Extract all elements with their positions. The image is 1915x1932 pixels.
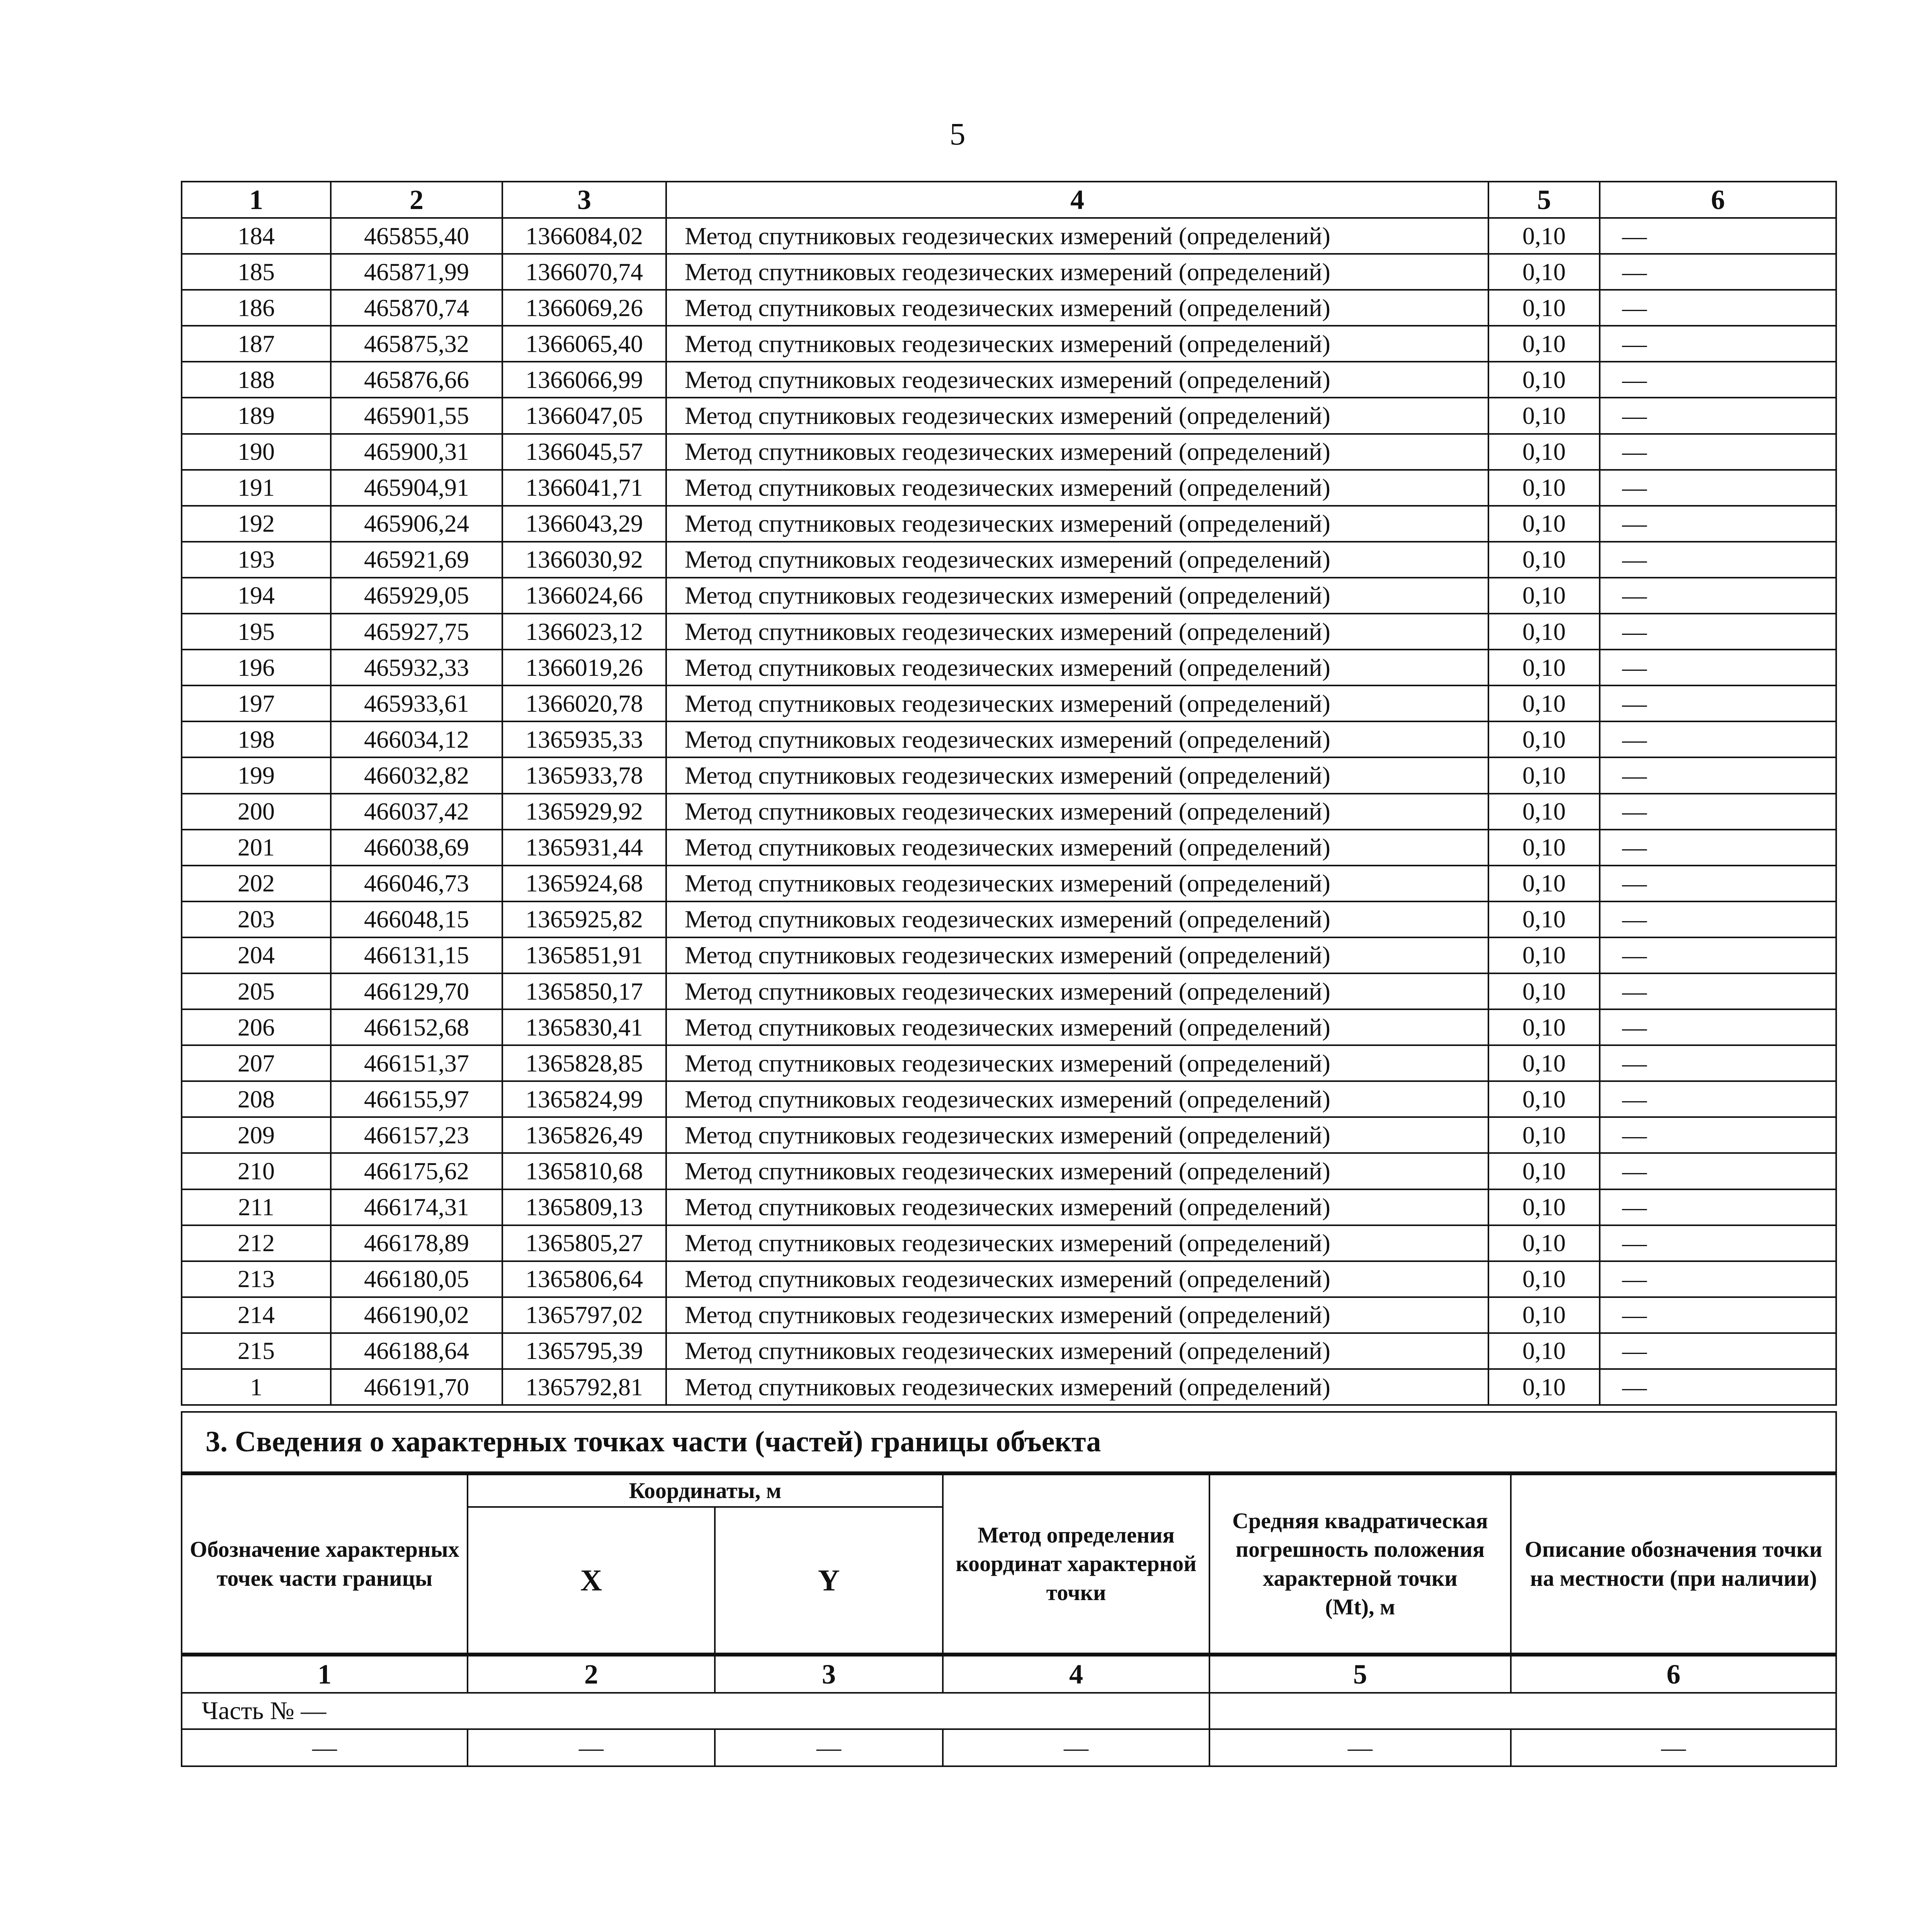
coord-y-cell: 1365806,64 (502, 1261, 666, 1297)
coord-y-cell: 1365830,41 (502, 1009, 666, 1045)
table-row (182, 1297, 1836, 1333)
coord-y-cell: 1366023,12 (502, 614, 666, 650)
coord-x-cell: 465870,74 (331, 290, 502, 326)
point-id-cell: 215 (182, 1333, 331, 1369)
description-cell: — (1600, 506, 1836, 542)
method-cell: Метод спутниковых геодезических измерений (определений) (666, 470, 1488, 506)
point-id-cell: 184 (182, 218, 331, 254)
method-cell: Метод спутниковых геодезических измерений (определений) (666, 830, 1488, 866)
section3-col-number: 4 (943, 1655, 1209, 1693)
section3-col-number: 6 (1511, 1655, 1836, 1693)
description-cell: — (1600, 1189, 1836, 1225)
section3-col-number: 1 (182, 1655, 468, 1693)
method-cell: Метод спутниковых геодезических измерений (определений) (666, 506, 1488, 542)
coord-x-cell: 465921,69 (331, 542, 502, 578)
coord-x-cell: 466191,70 (331, 1369, 502, 1405)
accuracy-cell: 0,10 (1488, 937, 1600, 973)
table-row (182, 506, 1836, 542)
description-cell: — (1600, 721, 1836, 757)
point-id-cell: 199 (182, 757, 331, 793)
point-id-cell: 214 (182, 1297, 331, 1333)
description-cell: — (1600, 1117, 1836, 1153)
coord-y-cell: 1365924,68 (502, 866, 666, 901)
description-cell: — (1600, 326, 1836, 362)
description-cell: — (1600, 614, 1836, 650)
page-number: 5 (949, 116, 966, 151)
point-id-cell: 211 (182, 1189, 331, 1225)
table-row (182, 614, 1836, 650)
coord-x-cell: 465875,32 (331, 326, 502, 362)
method-cell: Метод спутниковых геодезических измерений (определений) (666, 254, 1488, 290)
description-cell: — (1600, 398, 1836, 434)
point-id-cell: 205 (182, 973, 331, 1009)
coord-y-cell: 1366065,40 (502, 326, 666, 362)
header-error-symbol: (Mt), м (1325, 1594, 1395, 1619)
accuracy-cell: 0,10 (1488, 830, 1600, 866)
table-row (182, 1045, 1836, 1081)
description-cell: — (1600, 1009, 1836, 1045)
table-row (182, 1009, 1836, 1045)
dash-cell: — (182, 1729, 468, 1766)
point-id-cell: 206 (182, 1009, 331, 1045)
description-cell: — (1600, 218, 1836, 254)
method-cell: Метод спутниковых геодезических измерений (определений) (666, 434, 1488, 470)
table-row (182, 973, 1836, 1009)
point-id-cell: 207 (182, 1045, 331, 1081)
accuracy-cell: 0,10 (1488, 290, 1600, 326)
coord-x-cell: 465932,33 (331, 650, 502, 685)
header-designation: Обозначение характерных точек части границы (182, 1473, 468, 1655)
table-row (182, 578, 1836, 614)
header-y: Y (715, 1507, 943, 1655)
description-cell: — (1600, 1333, 1836, 1369)
part-label: Часть № — (182, 1693, 1209, 1729)
description-cell: — (1600, 757, 1836, 793)
accuracy-cell: 0,10 (1488, 398, 1600, 434)
description-cell: — (1600, 362, 1836, 398)
accuracy-cell: 0,10 (1488, 1369, 1600, 1405)
header-coordinates: Координаты, м (468, 1473, 943, 1507)
point-id-cell: 212 (182, 1225, 331, 1261)
coordinates-table (181, 181, 1837, 1406)
table-row (182, 1333, 1836, 1369)
column-number: 4 (666, 182, 1488, 218)
coord-y-cell: 1366019,26 (502, 650, 666, 685)
table-row (182, 254, 1836, 290)
accuracy-cell: 0,10 (1488, 866, 1600, 901)
coord-y-cell: 1366024,66 (502, 578, 666, 614)
table-row (182, 1153, 1836, 1189)
coord-y-cell: 1365809,13 (502, 1189, 666, 1225)
coord-x-cell: 466046,73 (331, 866, 502, 901)
accuracy-cell: 0,10 (1488, 650, 1600, 685)
method-cell: Метод спутниковых геодезических измерений (определений) (666, 721, 1488, 757)
table-row (182, 1225, 1836, 1261)
description-cell: — (1600, 254, 1836, 290)
header-x: X (468, 1507, 715, 1655)
section3-col-number: 5 (1209, 1655, 1511, 1693)
coord-x-cell: 465901,55 (331, 398, 502, 434)
accuracy-cell: 0,10 (1488, 1153, 1600, 1189)
coord-x-cell: 466190,02 (331, 1297, 502, 1333)
description-cell: — (1600, 1261, 1836, 1297)
coord-y-cell: 1365850,17 (502, 973, 666, 1009)
method-cell: Метод спутниковых геодезических измерений (определений) (666, 1009, 1488, 1045)
coord-x-cell: 466129,70 (331, 973, 502, 1009)
description-cell: — (1600, 937, 1836, 973)
coord-y-cell: 1365826,49 (502, 1117, 666, 1153)
coord-y-cell: 1365792,81 (502, 1369, 666, 1405)
description-cell: — (1600, 1153, 1836, 1189)
description-cell: — (1600, 1369, 1836, 1405)
section3-col-number: 3 (715, 1655, 943, 1693)
dash-cell: — (715, 1729, 943, 1766)
table-row (182, 901, 1836, 937)
column-number: 1 (182, 182, 331, 218)
point-id-cell: 191 (182, 470, 331, 506)
coord-y-cell: 1365805,27 (502, 1225, 666, 1261)
column-number: 5 (1488, 182, 1600, 218)
coord-y-cell: 1366041,71 (502, 470, 666, 506)
table-row (182, 1081, 1836, 1117)
accuracy-cell: 0,10 (1488, 685, 1600, 721)
method-cell: Метод спутниковых геодезических измерений (определений) (666, 1117, 1488, 1153)
point-id-cell: 193 (182, 542, 331, 578)
section3-table (181, 1411, 1837, 1767)
point-id-cell: 200 (182, 794, 331, 830)
coord-y-cell: 1365929,92 (502, 794, 666, 830)
coord-x-cell: 465876,66 (331, 362, 502, 398)
point-id-cell: 194 (182, 578, 331, 614)
point-id-cell: 187 (182, 326, 331, 362)
point-id-cell: 210 (182, 1153, 331, 1189)
coord-x-cell: 466180,05 (331, 1261, 502, 1297)
method-cell: Метод спутниковых геодезических измерений (определений) (666, 1333, 1488, 1369)
coord-y-cell: 1365824,99 (502, 1081, 666, 1117)
header-method: Метод определения координат характерной точки (943, 1473, 1209, 1655)
accuracy-cell: 0,10 (1488, 470, 1600, 506)
accuracy-cell: 0,10 (1488, 1189, 1600, 1225)
accuracy-cell: 0,10 (1488, 1117, 1600, 1153)
header-error-text: Средняя квадратическая погрешность положения характерной точки (1232, 1508, 1488, 1591)
table-row (182, 830, 1836, 866)
coord-x-cell: 465900,31 (331, 434, 502, 470)
coord-x-cell: 466152,68 (331, 1009, 502, 1045)
method-cell: Метод спутниковых геодезических измерений (определений) (666, 1153, 1488, 1189)
method-cell: Метод спутниковых геодезических измерений (определений) (666, 578, 1488, 614)
method-cell: Метод спутниковых геодезических измерений (определений) (666, 542, 1488, 578)
table-row (182, 290, 1836, 326)
header-error (1209, 1473, 1511, 1655)
coord-x-cell: 465933,61 (331, 685, 502, 721)
table-row (182, 650, 1836, 685)
method-cell: Метод спутниковых геодезических измерений (определений) (666, 973, 1488, 1009)
method-cell: Метод спутниковых геодезических измерений (определений) (666, 1261, 1488, 1297)
coord-x-cell: 466174,31 (331, 1189, 502, 1225)
accuracy-cell: 0,10 (1488, 434, 1600, 470)
accuracy-cell: 0,10 (1488, 721, 1600, 757)
table-row (182, 794, 1836, 830)
description-cell: — (1600, 650, 1836, 685)
accuracy-cell: 0,10 (1488, 757, 1600, 793)
description-cell: — (1600, 685, 1836, 721)
point-id-cell: 196 (182, 650, 331, 685)
method-cell: Метод спутниковых геодезических измерений (определений) (666, 218, 1488, 254)
point-id-cell: 201 (182, 830, 331, 866)
method-cell: Метод спутниковых геодезических измерений (определений) (666, 398, 1488, 434)
coord-x-cell: 465855,40 (331, 218, 502, 254)
method-cell: Метод спутниковых геодезических измерений (определений) (666, 1045, 1488, 1081)
coord-y-cell: 1366047,05 (502, 398, 666, 434)
coord-x-cell: 466157,23 (331, 1117, 502, 1153)
method-cell: Метод спутниковых геодезических измерений (определений) (666, 614, 1488, 650)
description-cell: — (1600, 578, 1836, 614)
column-number: 3 (502, 182, 666, 218)
accuracy-cell: 0,10 (1488, 1261, 1600, 1297)
coord-y-cell: 1366045,57 (502, 434, 666, 470)
column-number: 2 (331, 182, 502, 218)
description-cell: — (1600, 290, 1836, 326)
coord-x-cell: 466178,89 (331, 1225, 502, 1261)
description-cell: — (1600, 973, 1836, 1009)
point-id-cell: 213 (182, 1261, 331, 1297)
section3-title: 3. Сведения о характерных точках части (частей) границы объекта (182, 1412, 1836, 1473)
point-id-cell: 209 (182, 1117, 331, 1153)
coord-x-cell: 466048,15 (331, 901, 502, 937)
coord-y-cell: 1365851,91 (502, 937, 666, 973)
coord-y-cell: 1365797,02 (502, 1297, 666, 1333)
table-row (182, 866, 1836, 901)
table-row (182, 362, 1836, 398)
description-cell: — (1600, 542, 1836, 578)
dash-cell: — (943, 1729, 1209, 1766)
point-id-cell: 208 (182, 1081, 331, 1117)
point-id-cell: 203 (182, 901, 331, 937)
point-id-cell: 186 (182, 290, 331, 326)
table-row (182, 685, 1836, 721)
coord-x-cell: 466038,69 (331, 830, 502, 866)
coord-x-cell: 465929,05 (331, 578, 502, 614)
point-id-cell: 197 (182, 685, 331, 721)
table-row (182, 1261, 1836, 1297)
point-id-cell: 190 (182, 434, 331, 470)
accuracy-cell: 0,10 (1488, 1297, 1600, 1333)
method-cell: Метод спутниковых геодезических измерений (определений) (666, 866, 1488, 901)
coord-y-cell: 1365795,39 (502, 1333, 666, 1369)
accuracy-cell: 0,10 (1488, 973, 1600, 1009)
section3-col-number: 2 (468, 1655, 715, 1693)
accuracy-cell: 0,10 (1488, 218, 1600, 254)
coord-y-cell: 1365935,33 (502, 721, 666, 757)
coord-y-cell: 1366084,02 (502, 218, 666, 254)
point-id-cell: 1 (182, 1369, 331, 1405)
accuracy-cell: 0,10 (1488, 362, 1600, 398)
coord-y-cell: 1365925,82 (502, 901, 666, 937)
accuracy-cell: 0,10 (1488, 254, 1600, 290)
table-row (182, 937, 1836, 973)
accuracy-cell: 0,10 (1488, 1081, 1600, 1117)
coord-y-cell: 1366020,78 (502, 685, 666, 721)
description-cell: — (1600, 1045, 1836, 1081)
method-cell: Метод спутниковых геодезических измерений (определений) (666, 1225, 1488, 1261)
coord-y-cell: 1365810,68 (502, 1153, 666, 1189)
description-cell: — (1600, 1225, 1836, 1261)
coord-y-cell: 1365931,44 (502, 830, 666, 866)
accuracy-cell: 0,10 (1488, 614, 1600, 650)
description-cell: — (1600, 434, 1836, 470)
description-cell: — (1600, 901, 1836, 937)
method-cell: Метод спутниковых геодезических измерений (определений) (666, 326, 1488, 362)
accuracy-cell: 0,10 (1488, 901, 1600, 937)
coord-y-cell: 1366030,92 (502, 542, 666, 578)
coord-y-cell: 1366070,74 (502, 254, 666, 290)
table-row (182, 434, 1836, 470)
point-id-cell: 195 (182, 614, 331, 650)
point-id-cell: 204 (182, 937, 331, 973)
method-cell: Метод спутниковых геодезических измерений (определений) (666, 1297, 1488, 1333)
accuracy-cell: 0,10 (1488, 506, 1600, 542)
accuracy-cell: 0,10 (1488, 1333, 1600, 1369)
coord-x-cell: 466155,97 (331, 1081, 502, 1117)
description-cell: — (1600, 1297, 1836, 1333)
coord-x-cell: 466032,82 (331, 757, 502, 793)
table-row (182, 757, 1836, 793)
method-cell: Метод спутниковых геодезических измерений (определений) (666, 901, 1488, 937)
accuracy-cell: 0,10 (1488, 1045, 1600, 1081)
coord-y-cell: 1365828,85 (502, 1045, 666, 1081)
method-cell: Метод спутниковых геодезических измерений (определений) (666, 1369, 1488, 1405)
coord-y-cell: 1365933,78 (502, 757, 666, 793)
accuracy-cell: 0,10 (1488, 326, 1600, 362)
dash-cell: — (1511, 1729, 1836, 1766)
coord-y-cell: 1366066,99 (502, 362, 666, 398)
dash-cell: — (1209, 1729, 1511, 1766)
description-cell: — (1600, 830, 1836, 866)
column-number-row (182, 182, 1836, 218)
table-row (182, 1369, 1836, 1405)
coord-x-cell: 465927,75 (331, 614, 502, 650)
coord-x-cell: 466037,42 (331, 794, 502, 830)
column-number: 6 (1600, 182, 1836, 218)
accuracy-cell: 0,10 (1488, 578, 1600, 614)
description-cell: — (1600, 470, 1836, 506)
coord-x-cell: 465906,24 (331, 506, 502, 542)
table-row (182, 1189, 1836, 1225)
coord-x-cell: 465904,91 (331, 470, 502, 506)
point-id-cell: 185 (182, 254, 331, 290)
method-cell: Метод спутниковых геодезических измерений (определений) (666, 685, 1488, 721)
table-row (182, 1117, 1836, 1153)
method-cell: Метод спутниковых геодезических измерений (определений) (666, 1081, 1488, 1117)
coord-x-cell: 465871,99 (331, 254, 502, 290)
table-row (182, 218, 1836, 254)
method-cell: Метод спутниковых геодезических измерений (определений) (666, 290, 1488, 326)
method-cell: Метод спутниковых геодезических измерений (определений) (666, 794, 1488, 830)
coord-y-cell: 1366043,29 (502, 506, 666, 542)
method-cell: Метод спутниковых геодезических измерений (определений) (666, 757, 1488, 793)
point-id-cell: 192 (182, 506, 331, 542)
part-empty-cell (1209, 1693, 1836, 1729)
coord-y-cell: 1366069,26 (502, 290, 666, 326)
table-row (182, 326, 1836, 362)
table-row (182, 470, 1836, 506)
coord-x-cell: 466188,64 (331, 1333, 502, 1369)
point-id-cell: 198 (182, 721, 331, 757)
point-id-cell: 188 (182, 362, 331, 398)
point-id-cell: 189 (182, 398, 331, 434)
accuracy-cell: 0,10 (1488, 542, 1600, 578)
dash-cell: — (468, 1729, 715, 1766)
table-row (182, 542, 1836, 578)
method-cell: Метод спутниковых геодезических измерений (определений) (666, 650, 1488, 685)
coord-x-cell: 466175,62 (331, 1153, 502, 1189)
method-cell: Метод спутниковых геодезических измерений (определений) (666, 1189, 1488, 1225)
point-id-cell: 202 (182, 866, 331, 901)
accuracy-cell: 0,10 (1488, 1009, 1600, 1045)
header-description: Описание обозначения точки на местности (при наличии) (1511, 1473, 1836, 1655)
table-row (182, 721, 1836, 757)
coord-x-cell: 466151,37 (331, 1045, 502, 1081)
method-cell: Метод спутниковых геодезических измерений (определений) (666, 937, 1488, 973)
coord-x-cell: 466034,12 (331, 721, 502, 757)
method-cell: Метод спутниковых геодезических измерений (определений) (666, 362, 1488, 398)
table-row (182, 398, 1836, 434)
description-cell: — (1600, 866, 1836, 901)
accuracy-cell: 0,10 (1488, 794, 1600, 830)
description-cell: — (1600, 794, 1836, 830)
accuracy-cell: 0,10 (1488, 1225, 1600, 1261)
description-cell: — (1600, 1081, 1836, 1117)
coord-x-cell: 466131,15 (331, 937, 502, 973)
